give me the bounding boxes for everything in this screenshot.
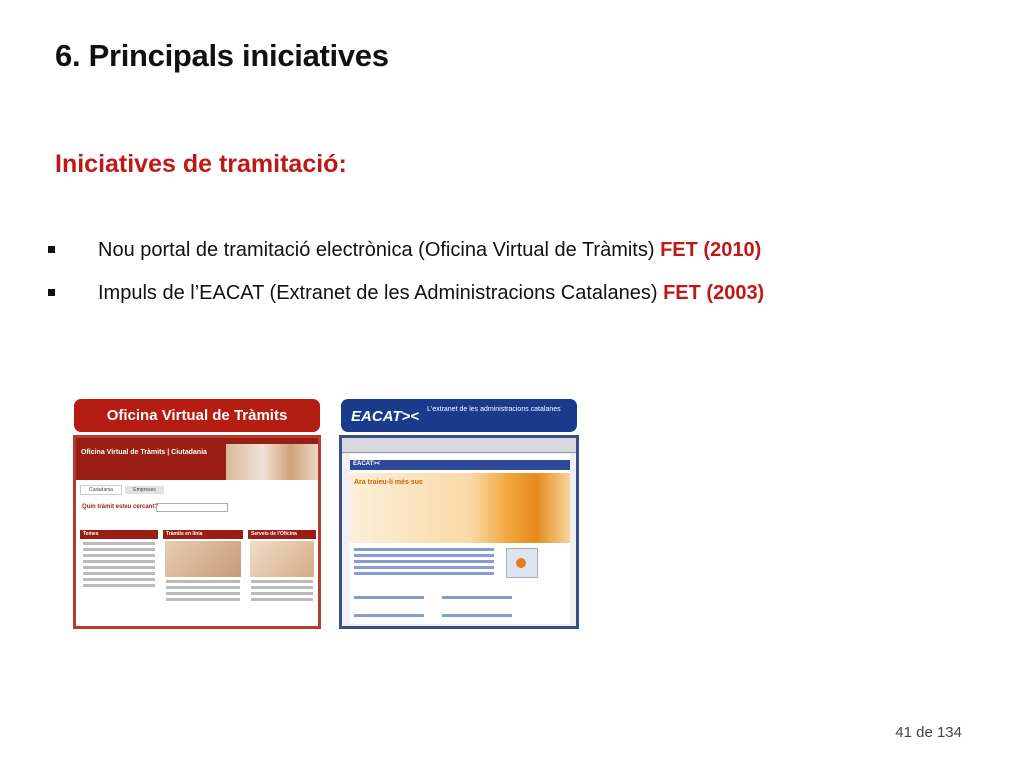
- bullet-item: [48, 236, 968, 279]
- ovt-site-title: Oficina Virtual de Tràmits | Ciutadania: [81, 449, 207, 456]
- ovt-search-label: Quin tràmit esteu cercant?: [82, 504, 159, 510]
- bullet-square-icon: [48, 289, 55, 296]
- browser-toolbar: [342, 438, 576, 453]
- ovt-tabs: [80, 485, 166, 493]
- eacat-navbar: [350, 460, 570, 470]
- eacat-promo-box: [506, 548, 538, 578]
- page-number: 41 de 134: [895, 724, 962, 741]
- slide-subtitle: Iniciatives de tramitació:: [55, 150, 347, 178]
- slide-title: 6. Principals iniciatives: [55, 38, 389, 73]
- eacat-link-list: [354, 590, 564, 629]
- eacat-logo: EACAT><: [351, 408, 420, 425]
- bullet-status: FET (2003): [663, 282, 765, 304]
- ovt-column: [163, 530, 243, 624]
- bullet-text: Nou portal de tramitació electrònica (Oficina Virtual de Tràmits): [98, 239, 655, 261]
- ovt-column: [80, 530, 158, 624]
- bullet-status: FET (2010): [660, 239, 762, 261]
- ovt-search-input: [156, 503, 228, 512]
- ovt-tab: Ciutadania: [80, 485, 122, 495]
- eacat-news-list: [354, 548, 494, 578]
- eacat-hero-title: Ara traieu-li més suc: [354, 479, 423, 486]
- ovt-column-header: Temes: [80, 530, 158, 539]
- ovt-column-photo: [165, 541, 241, 577]
- ovt-screenshot: [73, 435, 321, 629]
- ovt-column-header: Serveis de l'Oficina: [248, 530, 316, 539]
- play-icon: [516, 558, 526, 568]
- eacat-screenshot: [339, 435, 579, 629]
- ovt-tab: Empreses: [125, 486, 164, 494]
- eacat-nav-logo: EACAT><: [353, 461, 381, 467]
- ovt-header-photo: [226, 444, 318, 480]
- ovt-site-header: [76, 438, 318, 480]
- eacat-caption: [341, 399, 577, 432]
- eacat-hero: [350, 473, 570, 543]
- bullet-square-icon: [48, 246, 55, 253]
- ovt-caption: Oficina Virtual de Tràmits: [74, 399, 320, 432]
- bullet-text: Impuls de l’EACAT (Extranet de les Administracions Catalanes): [98, 282, 658, 304]
- eacat-tagline: L'extranet de les administracions catalanes: [427, 406, 561, 413]
- eacat-page: [350, 454, 570, 624]
- bullet-list: [48, 236, 968, 322]
- bullet-item: [48, 279, 968, 322]
- ovt-column: [248, 530, 316, 624]
- ovt-column-photo: [250, 541, 314, 577]
- ovt-column-header: Tràmits en línia: [163, 530, 243, 539]
